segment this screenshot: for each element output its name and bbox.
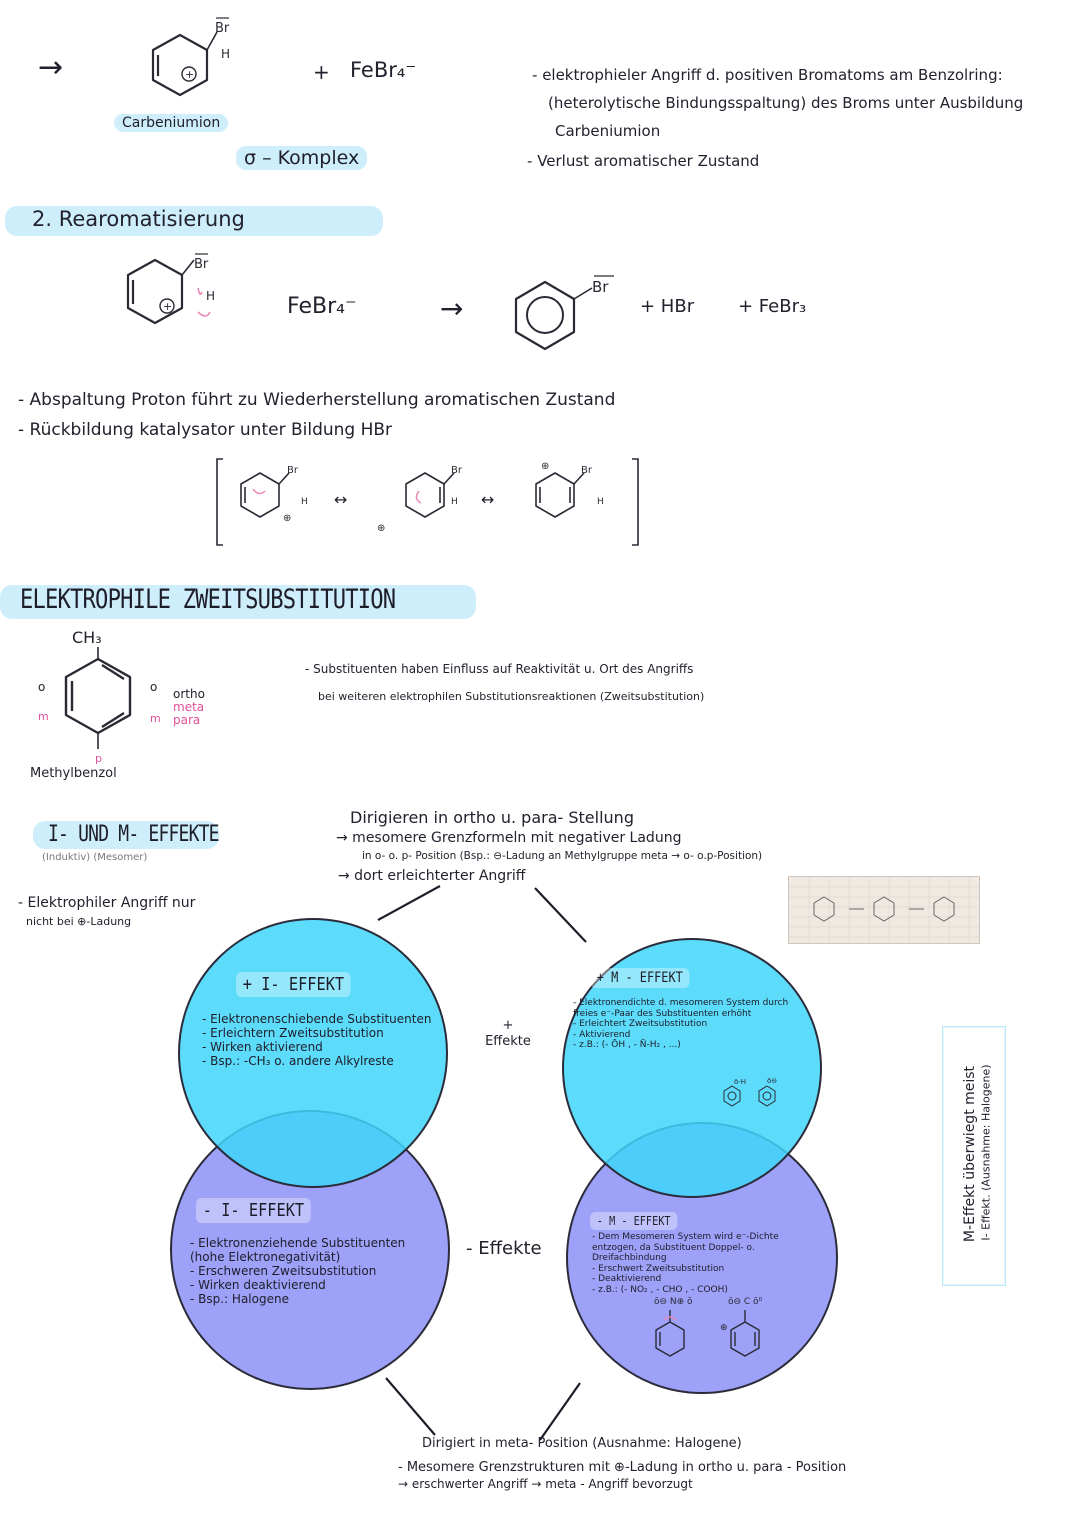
rearom-arrow: → [440, 292, 464, 325]
svg-text:H: H [206, 289, 216, 303]
ortho-left: o [38, 680, 46, 694]
ortho-right: o [150, 680, 158, 694]
plus-effects-label: + Effekte [485, 1018, 531, 1049]
minus-m-item: - Erschwert Zweitsubstitution [592, 1264, 816, 1275]
plus-sign: + [313, 60, 330, 84]
side-note-2: I- Effekt. (Ausnahme: Halogene) [979, 1064, 993, 1241]
carbeniumion-label: Carbeniumion [114, 114, 228, 132]
effects-subtitle: (Induktiv) (Mesomer) [42, 852, 148, 863]
effects-title: I- UND M- EFFEKTE [48, 822, 219, 847]
minus-i-item: - Bsp.: Halogene [190, 1292, 436, 1306]
minus-effects-label: - Effekte [466, 1238, 542, 1259]
plus-i-item: - Bsp.: -CH₃ o. andere Alkylreste [202, 1054, 434, 1068]
plus-i-list [202, 1012, 434, 1068]
rearom-note-2: - Rückbildung katalysator unter Bildung HBr [18, 420, 392, 440]
reaction-arrow: → [38, 50, 64, 85]
plus-m-item: - Aktivierend [573, 1030, 805, 1041]
rearom-note-1: - Abspaltung Proton führt zu Wiederherstellung aromatischen Zustand [18, 390, 615, 410]
plus-m-item: - Erleichtert Zweitsubstitution [573, 1019, 805, 1030]
minus-i-item: - Erschweren Zweitsubstitution [190, 1264, 436, 1278]
dir-bottom-2: - Mesomere Grenzstrukturen mit ⊕-Ladung in ortho u. para - Position [398, 1460, 847, 1475]
minus-i-item: - Wirken deaktivierend [190, 1278, 436, 1292]
minus-m-item: - z.B.: (- NO₂ , - CHO , - COOH) [592, 1285, 816, 1296]
plus-m-molecules [712, 1074, 792, 1116]
svg-text:Br: Br [451, 465, 462, 476]
svg-text:⊕: ⊕ [541, 461, 550, 472]
svg-text:ō⊖: ō⊖ [767, 1077, 778, 1085]
zweit-note-2: bei weiteren elektrophilen Substitutionsreaktionen (Zweitsubstitution) [318, 690, 705, 703]
product-hbr: + HBr [640, 296, 695, 317]
legend-para: para [173, 713, 201, 727]
minus-i-list [190, 1236, 436, 1306]
svg-text:+: + [163, 300, 173, 313]
legend-ortho: ortho [173, 687, 205, 701]
plus-m-list [573, 998, 805, 1051]
plus-i-item: - Wirken aktivierend [202, 1040, 434, 1054]
minus-i-item: - Elektronenziehende Substituenten (hohe Elektronegativität) [190, 1236, 436, 1264]
svg-text:Br: Br [215, 21, 230, 36]
minus-m-title: - M - EFFEKT [590, 1212, 677, 1230]
minus-m-item: - Dem Mesomeren System wird e⁻-Dichte entzogen, da Substituent Doppel- o. Dreifachbindung [592, 1232, 816, 1264]
dir-top-3: in o- o. p- Position (Bsp.: ⊖-Ladung an Methylgruppe meta → o- o.p-Position) [362, 850, 763, 862]
top-note-3: Carbeniumion [555, 122, 661, 140]
top-note-4: - Verlust aromatischer Zustand [527, 152, 759, 170]
resonance-arrow-2: ↔ [481, 490, 495, 509]
meta-right: m [150, 712, 161, 725]
svg-text:H: H [221, 47, 231, 61]
product-febr3: + FeBr₃ [738, 296, 807, 317]
svg-text:H: H [451, 497, 458, 507]
rearom-title: 2. Rearomatisierung [32, 207, 245, 231]
zweit-note-1: - Substituenten haben Einfluss auf Reaktivität u. Ort des Angriffs [305, 662, 693, 676]
minus-m-molecules [640, 1292, 790, 1372]
svg-text:H: H [301, 497, 308, 507]
sigma-komplex-label: σ – Komplex [236, 146, 367, 170]
methylbenzol-label: Methylbenzol [30, 766, 117, 781]
svg-text:⊕: ⊕ [720, 1323, 728, 1333]
plus-m-title: + M - EFFEKT [590, 968, 690, 988]
meta-left: m [38, 710, 49, 723]
top-note-1: - elektrophieler Angriff d. positiven Bromatoms am Benzolring: [532, 66, 1003, 84]
svg-text:ō⊖ C ō⁰: ō⊖ C ō⁰ [728, 1297, 763, 1307]
top-note-2: (heterolytische Bindungsspaltung) des Broms unter Ausbildung [548, 94, 1024, 112]
dir-top-2: → mesomere Grenzformeln mit negativer Ladung [336, 830, 682, 846]
svg-text:ō-H: ō-H [734, 1078, 747, 1086]
resonance-arrow-1: ↔ [334, 490, 348, 509]
plus-i-title: + I- EFFEKT [236, 972, 351, 997]
svg-text:H: H [597, 497, 604, 507]
zweit-title: ELEKTROPHILE ZWEITSUBSTITUTION [20, 584, 396, 615]
plus-m-item: - z.B.: (- ŌH , - N̄-H₂ , ...) [573, 1040, 805, 1051]
svg-text:+: + [185, 68, 195, 81]
plus-i-item: - Erleichtern Zweitsubstitution [202, 1026, 434, 1040]
svg-text:Br: Br [592, 278, 609, 296]
minus-m-list [592, 1232, 816, 1295]
svg-text:ō⊖ N⊕ ō: ō⊖ N⊕ ō [654, 1297, 693, 1307]
svg-text:Br: Br [581, 465, 592, 476]
svg-text:Br: Br [194, 257, 209, 272]
febr4-top: FeBr₄⁻ [350, 58, 417, 82]
angriff-note-2: nicht bei ⊕-Ladung [26, 915, 132, 928]
febr4-rearom: FeBr₄⁻ [287, 294, 357, 319]
svg-text:⊕: ⊕ [283, 513, 292, 524]
plus-i-item: - Elektronenschiebende Substituenten [202, 1012, 434, 1026]
minus-m-item: - Deaktivierend [592, 1274, 816, 1285]
ch3-label: CH₃ [72, 628, 102, 647]
side-note-1: M-Effekt überwiegt meist [962, 1065, 978, 1243]
dir-top-1: Dirigieren in ortho u. para- Stellung [350, 808, 634, 827]
legend-meta: meta [173, 700, 205, 714]
para-label: p [95, 752, 102, 765]
svg-text:⊕: ⊕ [377, 523, 386, 534]
plus-m-item: - Elektronendichte d. mesomeren System durch freies e⁻-Paar des Substituenten erhöht [573, 998, 805, 1019]
dir-bottom-1: Dirigiert in meta- Position (Ausnahme: Halogene) [422, 1436, 742, 1451]
svg-text:Br: Br [287, 465, 298, 476]
dir-bottom-3: → erschwerter Angriff → meta - Angriff bevorzugt [398, 1477, 693, 1491]
dir-top-4: → dort erleichterter Angriff [338, 868, 526, 884]
minus-i-title: - I- EFFEKT [196, 1198, 311, 1223]
angriff-note-1: - Elektrophiler Angriff nur [18, 895, 195, 911]
